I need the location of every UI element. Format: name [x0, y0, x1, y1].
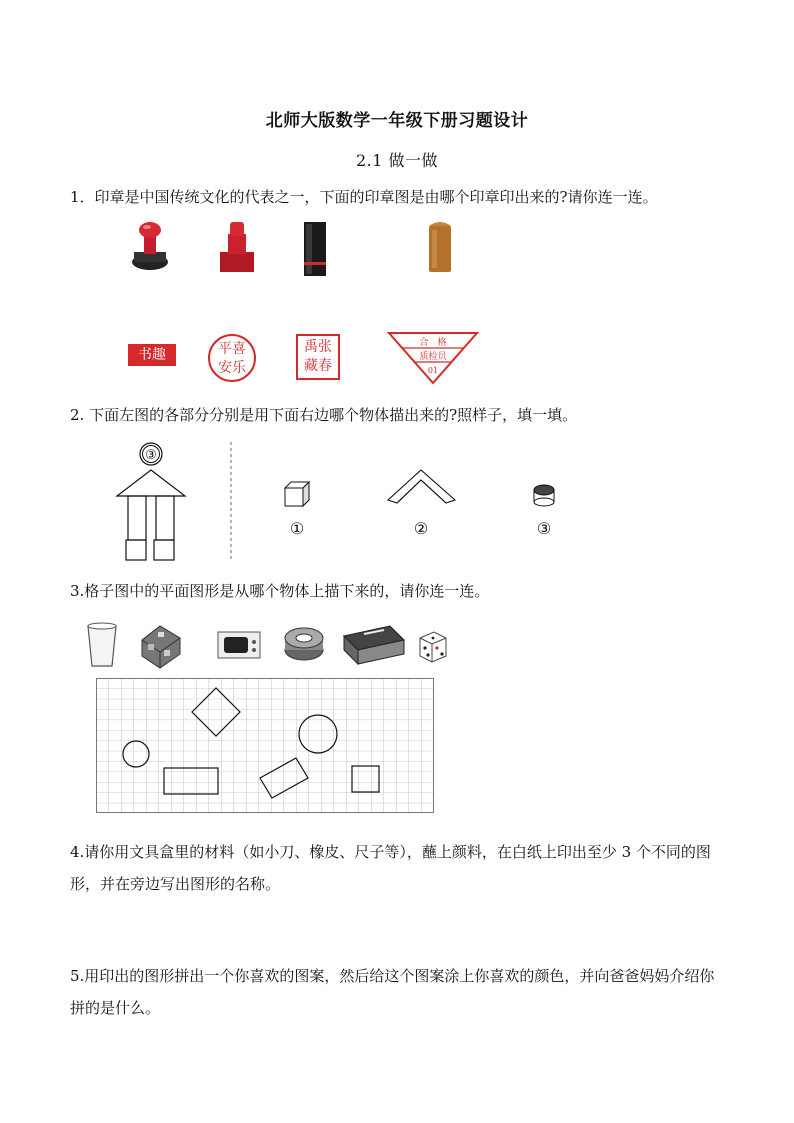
question-5-text: 5.用印出的图形拼出一个你喜欢的图案，然后给这个图案涂上你喜欢的颜色，并向爸爸妈妈介绍你拼的是什么。 — [70, 967, 715, 1017]
microwave-image — [218, 632, 260, 658]
question-4-text: 4.请你用文具盒里的材料（如小刀、橡皮、尺子等），蘸上颜料，在白纸上印出至少 3 个不同的图形，并在旁边写出图形的名称。 — [70, 843, 711, 893]
stamps-row — [120, 216, 480, 280]
black-rect-stamp-image — [304, 222, 326, 276]
seal-impression-2 — [208, 334, 256, 382]
object-label-3: ③ — [536, 519, 552, 538]
q3-objects-row — [84, 620, 454, 670]
seal-3-line-1: 禹张 — [304, 339, 332, 355]
seal-impression-1: 书趣 — [128, 344, 176, 366]
question-1-text: 1．印章是中国传统文化的代表之一，下面的印章图是由哪个印章印出来的?请你连一连。 — [70, 188, 658, 206]
dice-image — [420, 632, 446, 662]
seal-4-line-2: 质检员 — [419, 352, 447, 362]
triangular-prism-object — [388, 470, 455, 538]
seal-3-line-2: 藏春 — [304, 358, 332, 374]
question-3-text: 3.格子图中的平面图形是从哪个物体上描下来的，请你连一连。 — [70, 582, 490, 600]
rubiks-cube-image — [142, 626, 180, 668]
q3-grid — [96, 678, 436, 814]
composite-house-drawing — [117, 443, 185, 560]
page-title: 北师大版数学一年级下册习题设计 — [265, 111, 529, 131]
tape-roll-image — [285, 628, 323, 660]
section-title: 2.1 做一做 — [355, 151, 439, 170]
example-label: ③ — [145, 448, 157, 463]
seal-4-line-1: 合 格 — [419, 338, 447, 348]
cube-object — [285, 482, 309, 538]
wooden-red-stamp-image — [220, 222, 254, 272]
snack-box-image — [344, 626, 404, 664]
jade-seal-image — [429, 222, 451, 272]
question-2-text: 2. 下面左图的各部分分别是用下面右边哪个物体描出来的?照样子，填一填。 — [70, 406, 578, 424]
q2-figure — [110, 440, 590, 564]
object-label-2: ② — [413, 519, 429, 538]
grid-background — [97, 679, 434, 813]
glass-cup-image — [88, 623, 116, 666]
seal-4-line-3: 01 — [427, 366, 439, 375]
seal-2-line-2: 安乐 — [218, 360, 246, 376]
self-inking-stamp-image — [132, 222, 168, 270]
seal-impression-4 — [386, 330, 480, 386]
seal-2-line-1: 平喜 — [218, 341, 246, 357]
cylinder-object — [534, 485, 554, 538]
object-label-1: ① — [289, 519, 305, 538]
seal-impression-3 — [296, 334, 340, 380]
